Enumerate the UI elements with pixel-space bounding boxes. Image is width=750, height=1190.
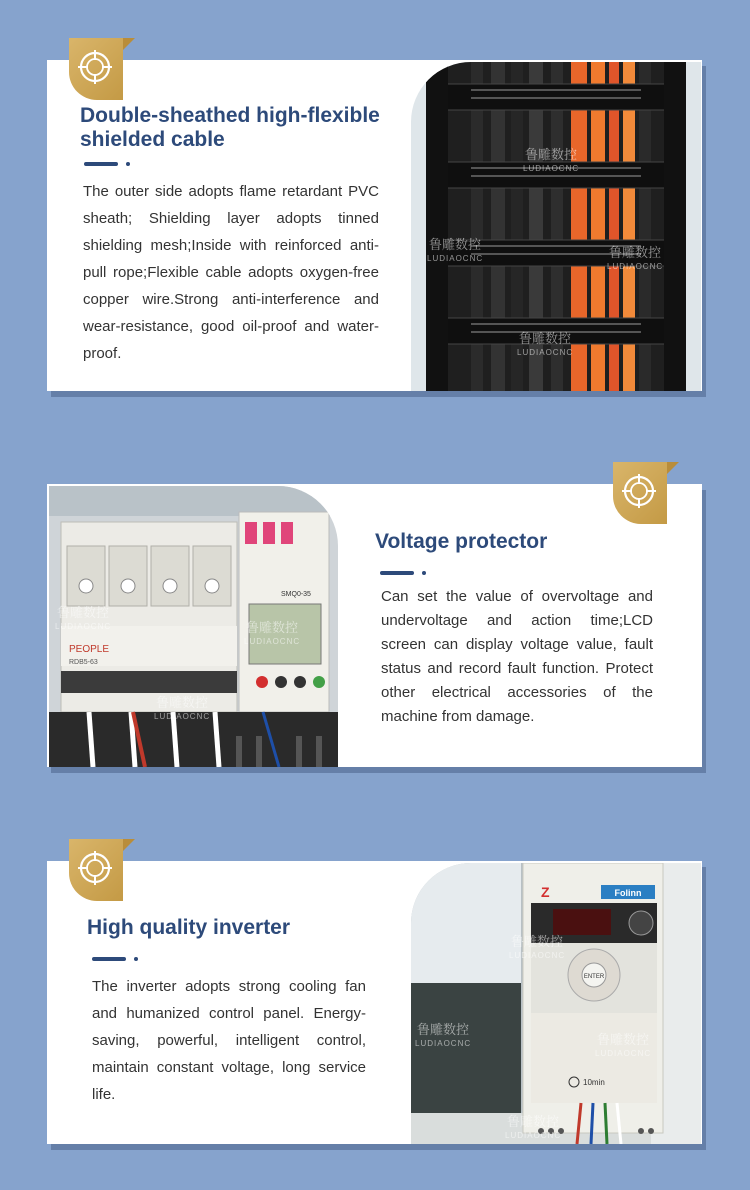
svg-text:10min: 10min: [583, 1078, 605, 1087]
feature-card-cable: [47, 60, 702, 391]
voltage-protector-photo: [49, 486, 338, 767]
section-description: Can set the value of overvoltage and undervoltage and action time;LCD screen can display voltage value, fault status and record fault function. Protect other electrical accessories of the machine from damage.: [381, 588, 653, 725]
feature-badge: [69, 839, 123, 901]
watermark: 鲁雕数控 LUDIAOCNC: [607, 245, 664, 271]
svg-text:SMQ0-35: SMQ0-35: [281, 591, 311, 598]
cable-chain-photo: [411, 62, 701, 391]
inverter-photo: [411, 863, 701, 1144]
watermark: 鲁雕数控 LUDIAOCNC: [509, 934, 566, 960]
watermark: 鲁雕数控 LUDIAOCNC: [523, 147, 580, 173]
feature-card-inverter: [47, 861, 702, 1144]
crosshair-icon: [76, 48, 114, 86]
section-description: The outer side adopts flame retardant PVC sheath; Shielding layer adopts tinned shielding mesh;Inside with reinforced anti-pull rope;Flexible cable adopts oxygen-free copper wire.Strong anti-interference and wear-resistance, good oil-proof and water-proof.: [83, 183, 379, 362]
section-title: High quality inverter: [87, 916, 291, 939]
crosshair-icon: [76, 849, 114, 887]
svg-text:ENTER: ENTER: [583, 974, 605, 980]
section-title: Voltage protector: [375, 530, 548, 553]
watermark: 鲁雕数控 LUDIAOCNC: [505, 1114, 562, 1140]
svg-text:Folinn: Folinn: [614, 888, 642, 898]
watermark: 鲁雕数控 LUDIAOCNC: [427, 237, 484, 263]
watermark: 鲁雕数控 LUDIAOCNC: [595, 1032, 652, 1058]
watermark: 鲁雕数控 LUDIAOCNC: [415, 1022, 472, 1048]
feature-card-voltage-protector: [47, 484, 702, 767]
watermark: 鲁雕数控 LUDIAOCNC: [244, 620, 301, 646]
watermark: 鲁雕数控 LUDIAOCNC: [55, 605, 112, 631]
watermark: 鲁雕数控 LUDIAOCNC: [154, 695, 211, 721]
svg-text:Z: Z: [541, 884, 550, 900]
watermark: 鲁雕数控 LUDIAOCNC: [517, 331, 574, 357]
section-title: Double-sheathed high-flexible shielded cable: [80, 104, 380, 151]
feature-badge: [69, 38, 123, 100]
feature-badge: [613, 462, 667, 524]
section-description: The inverter adopts strong cooling fan and humanized control panel. Energy-saving, powerful, intelligent control, maintain constant voltage, long service life.: [92, 978, 366, 1103]
svg-text:RDB5-63: RDB5-63: [69, 659, 98, 666]
crosshair-icon: [620, 472, 658, 510]
svg-text:PEOPLE: PEOPLE: [69, 644, 110, 655]
